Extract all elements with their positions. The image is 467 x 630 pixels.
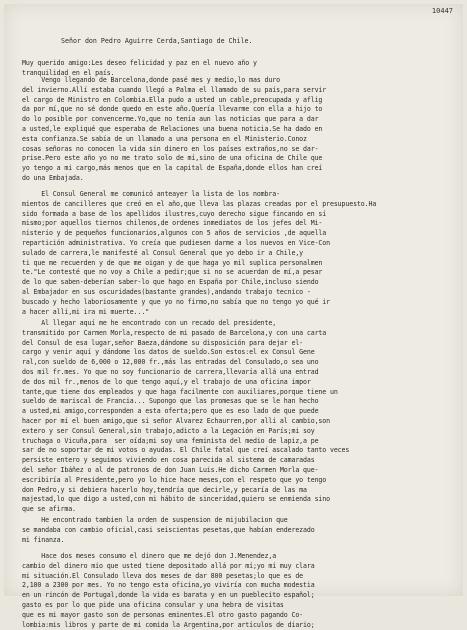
paragraph-line: del Consul de esa lugar,señor Baeza,dándome su disposición para dejar el- bbox=[22, 338, 304, 347]
paragraph-line: prise.Pero este año yo no me trato solo de mí,sino de una oficina de Chile que bbox=[22, 154, 323, 163]
paragraph-line: lombia:mis libros y parte de mi comida la Argentina,por artículos de diario; bbox=[22, 620, 315, 629]
paragraph-line: mi finanza. bbox=[22, 535, 65, 544]
paragraph-line: majestad,lo que digo a usted,con mi hábito de sinceridad,quiero se enmienda sino bbox=[22, 495, 330, 504]
paragraph-line: en un rincón de Portugal,donde la vida es barata y en un pueblecito español; bbox=[22, 591, 315, 600]
paragraph-line: cargo y venir aquí y dándome los datos de sueldo.Son estos:el ex Consul Gene bbox=[22, 348, 315, 357]
paragraph-line: He encontrado tambien la orden de suspension de mijubilacion que bbox=[22, 516, 288, 524]
paragraph-line: mismo;por aquellos tiernos chilenos,de ordenes inmediatos de los jefes del Mi- bbox=[22, 219, 323, 228]
paragraph-line: dos mil fr.mes. Yo que no soy funcionario de carrera,llevaría allá una entrad bbox=[22, 367, 319, 376]
paragraph-line: yo tengo a mi cargo,más menos que en la capital de España,donde ellos han creí bbox=[22, 164, 323, 173]
paragraph-line: cosas señoras no conocen la vida sin dinero en los países extraños,no se dar- bbox=[22, 144, 319, 153]
paragraph-line: esta confianza.Se sabía de un llamado a una persona en el Ministerio.Conoz bbox=[22, 134, 307, 143]
paragraph-line: que se afirma. bbox=[22, 505, 76, 514]
paragraph-line: Vengo llegando de Barcelona,donde pasé mes y medio,lo mas duro bbox=[22, 76, 280, 84]
paragraph-line: mi situación.El Consulado lleva dos meses de dar 800 pesetas;lo que es de bbox=[22, 571, 304, 580]
paragraph-line: el cargo de Ministro en Colombia.Ella pudo a usted un cable,preocupada y aflig bbox=[22, 95, 323, 104]
paragraph-line: de dos mil fr.,menos de lo que tengo aquí,y el trabajo de una oficina impor bbox=[22, 377, 311, 386]
paragraph-line: que es mi mayor gasto son de personas eminentes.El otro gasto pagando Co- bbox=[22, 610, 304, 619]
paragraph-line: do lo posible por convencerme.Yo,que no tenía aun las noticias que para a dar bbox=[22, 115, 319, 124]
paragraph-line: gasto es por lo que pide una oficina consular y una hebra de visitas bbox=[22, 600, 284, 609]
paragraph-line: se mandaba con cambio oficial,casi seiscientas pesetas,que habían enderezado bbox=[22, 525, 315, 534]
paragraph-line: ti que me recuerden y de que me oigan y de que haga yo mil suplica personalmen bbox=[22, 258, 323, 267]
folio-number: 10447 bbox=[431, 7, 453, 15]
paragraph-line: don Pedro,y si debiera hacerlo hoy,tendría que decirle,y pecaría de las ma bbox=[22, 485, 307, 494]
paragraph-line: sido formada a base de los apellidos ilustres,cuyo derecho sigue fincando en sí bbox=[22, 209, 327, 218]
paragraph-line: sulado de carrera,le manifesté al Consul General que yo debo ir a Chile,y bbox=[22, 248, 304, 257]
paragraph-line: ral,con sueldo de 6,000 o 12,000 fr.,más las entradas del Consulado,o sea uno bbox=[22, 358, 319, 367]
paragraph-line: cambio del dinero mío que usted tiene depositado allá por mí;yo mí muy clara bbox=[22, 561, 315, 570]
letter-salutation: Señor don Pedro Aguirre Cerda,Santiago de Chile. bbox=[61, 37, 253, 45]
paragraph-line: a usted,le expliqué que esperaba de Relaciones una buena noticia.Se ha dado en bbox=[22, 124, 323, 133]
paragraph-line: truchaga o Vicuña,para ser oída;mi soy una feminista del medio de lapiz,a pe bbox=[22, 436, 319, 445]
paragraph-line: te."Le contesté que no voy a Chile a pedir;que si no se acuerdan de mí,a pesar bbox=[22, 268, 323, 277]
paragraph-line: tante,que tiene dos empleados y que haga facilmente con auxiliares,porque tiene un bbox=[22, 387, 338, 396]
paragraph-line: escribiría al Presidente,pero yo lo hice hace meses,con el respeto que yo tengo bbox=[22, 475, 327, 484]
paragraph bbox=[22, 552, 315, 630]
paragraph-line: Al llegar aquí me he encontrado con un recado del presidente, bbox=[22, 319, 277, 327]
paragraph-line: sueldo de mariscal de Francia... Supongo que las promesas que se le han hecho bbox=[22, 397, 319, 406]
paragraph-line: al Embajador en sus oscuridades(bastante grandes),andando trabajo tecnico - bbox=[22, 287, 311, 296]
paragraph-line: Hace dos meses consumo el dinero que me dejó don J.Menendez,a bbox=[22, 552, 277, 560]
letter-page bbox=[4, 4, 463, 629]
paragraph-line: 2,100 a 2300 por mes. Yo no tengo esta oficina,yo viviría con mucha modestia bbox=[22, 581, 315, 590]
paragraph-line: da por mí,que no sé donde quedo en este año.Quería llevarme con ella a hijo to bbox=[22, 105, 323, 114]
paragraph-line: a usted,mi amigo,corresponden a esta oferta;pero que es eso lado de que puede bbox=[22, 407, 319, 416]
paragraph bbox=[22, 516, 315, 545]
paragraph-line: buscado y hecho laboriosamente y que yo no firmo,no sabía que no tengo yo qué ir bbox=[22, 297, 330, 306]
paragraph-line: del invierno.Allí estaba cuando llegó a Palma el llamado de su país,para servir bbox=[22, 85, 327, 94]
paragraph-line: transmitido por Carmen Morla,respecto de mi pasado de Barcelona,y con una carta bbox=[22, 328, 327, 337]
paragraph bbox=[22, 319, 349, 515]
paragraph-line: do una Embajada. bbox=[22, 173, 84, 182]
paragraph-line: a hacer allí,mi ira mi muerte..." bbox=[22, 307, 150, 316]
paragraph-line: nisterio y de pequeños funcionarios,algunos con 5 años de servicios ,de aquella bbox=[22, 229, 327, 238]
paragraph-line: hacer por mí el buen amigo,que si señor Alvarez Echaurren,por allí al cambio,son bbox=[22, 416, 330, 425]
paragraph-line: de lo que saben-deberían saber-lo que hago en España por Chile,incluso siendo bbox=[22, 278, 319, 287]
paragraph-line: extero y ser Consul General,sin trabajo,adicto a la Legación en París;mi soy bbox=[22, 426, 315, 435]
paragraph-line: persiste entero y seguimos viviendo en cosa parecida al sistema de camaradas bbox=[22, 456, 315, 465]
paragraph-line: del señor Ibáñez o al de patronos de don Juan Luis.He dicho Carmen Morla que- bbox=[22, 465, 319, 474]
paragraph-line: El Consul General me comunicó anteayer la lista de los nombra- bbox=[22, 190, 280, 198]
paragraph bbox=[22, 190, 376, 317]
paragraph-line: repartición administrativa. Yo creía que pudiesen darme a los nuevos en Vice-Con bbox=[22, 238, 330, 247]
paragraph-line: mientos de cancilleres que creó en el año,que lleva las plazas creadas por el presupuesto.Ha bbox=[22, 199, 377, 208]
greeting-line: tranquilidad en el país. bbox=[22, 68, 115, 77]
greeting-line: Muy querido amigo:Les deseo felicidad y paz en el nuevo año y bbox=[22, 59, 257, 67]
paragraph-line: sar de no soportar de mi votos o ayudas. El Chile fatal que creí ascalado tanto veces bbox=[22, 446, 350, 455]
paragraph bbox=[22, 76, 326, 184]
